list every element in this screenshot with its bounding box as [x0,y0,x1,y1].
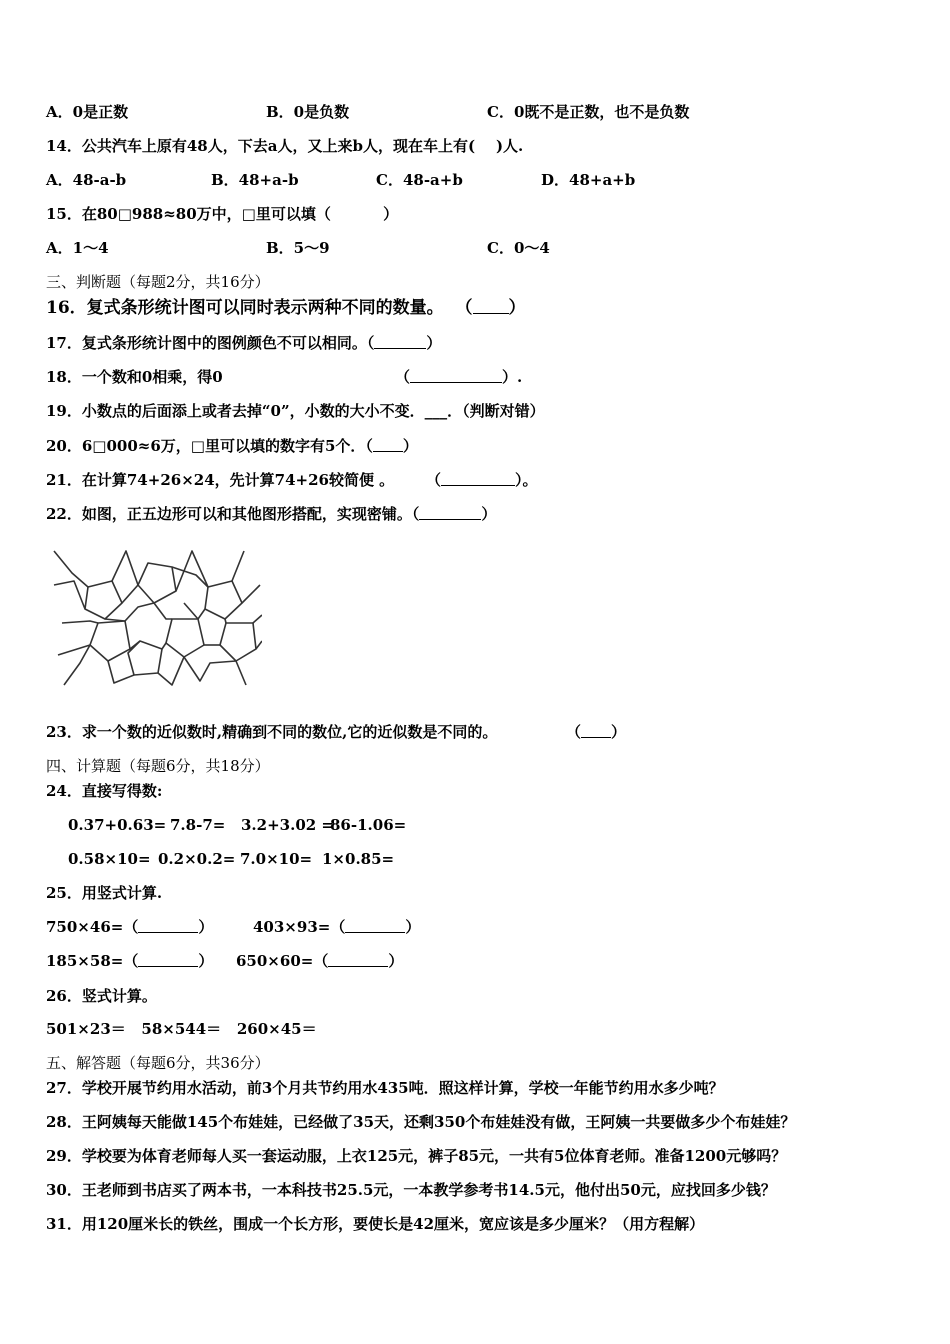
q15-option-a: A．1～4 [46,239,109,257]
q23-open: （ [566,723,582,741]
q14-option-c: C．48-a+b [376,171,463,189]
q13-option-a: A．0是正数 [46,103,129,121]
q24-item: 86-1.06= [330,816,407,834]
q20-line [46,436,418,456]
q31-text: 31．用120厘米长的铁丝，围成一个长方形，要使长是42厘米，宽应该是多少厘米？（用方程解） [46,1215,705,1233]
q24-item: 7.0×10= [240,850,313,868]
q23-answer-blank[interactable] [581,723,611,738]
q25-item-4 [236,951,403,971]
q25-close: ） [388,952,404,970]
q16-line [46,297,526,319]
q25-expr: 185×58=（ [46,952,139,970]
q18-close: ）. [502,368,523,386]
q22-text: 22．如图，正五边形可以和其他图形搭配，实现密铺。（ [46,505,420,523]
q17-answer-blank[interactable] [374,334,426,349]
q25-answer-blank[interactable] [138,918,198,933]
q16-answer-blank[interactable] [473,299,509,314]
q23-blank-wrap [566,722,626,742]
q22-answer-blank[interactable] [419,505,481,520]
q16-text: 16．复式条形统计图可以同时表示两种不同的数量。 [46,298,444,318]
q15-option-b: B．5～9 [266,239,330,257]
q24-item: 3.2+3.02 = [241,816,334,834]
q25-answer-blank[interactable] [345,918,405,933]
q25-item-2 [253,917,420,937]
q18-answer-blank[interactable] [410,368,502,383]
q16-close: ） [508,298,526,318]
q25-close: ） [198,952,214,970]
section-4-heading: 四、计算题（每题6分，共18分） [46,757,270,775]
q21-open: （ [426,471,442,489]
q21-blank-wrap [426,470,538,490]
q13-option-c: C．0既不是正数，也不是负数 [487,103,690,121]
q22-close: ） [481,505,497,523]
q18-text: 18．一个数和0相乘，得0 [46,368,223,386]
q23-text: 23．求一个数的近似数时,精确到不同的数位,它的近似数是不同的。 [46,723,498,741]
q21-text: 21．在计算74+26×24，先计算74+26较简便 。 [46,471,395,489]
q25-expr: 403×93=（ [253,918,346,936]
q25-text: 25．用竖式计算. [46,884,163,902]
q15-text: 15．在80□988≈80万中，□里可以填（ ） [46,205,399,223]
q18-blank-wrap [395,367,522,387]
q24-item: 0.37+0.63= [68,816,167,834]
q24-item: 0.58×10= [68,850,151,868]
q30-text: 30．王老师到书店买了两本书，一本科技书25.5元，一本教学参考书14.5元，他付出50元，应找回多少钱？ [46,1181,776,1199]
q27-text: 27．学校开展节约用水活动，前3个月共节约用水435吨．照这样计算，学校一年能节约用水多少吨？ [46,1079,724,1097]
q25-answer-blank[interactable] [138,952,198,967]
q21-answer-blank[interactable] [441,471,515,486]
q24-text: 24．直接写得数: [46,782,163,800]
q25-expr: 750×46=（ [46,918,139,936]
q17-text: 17．复式条形统计图中的图例颜色不可以相同。（ [46,334,375,352]
q14-text: 14．公共汽车上原有48人，下去a人，又上来b人，现在车上有( )人. [46,137,524,155]
q23-close: ） [611,723,627,741]
q21-close: ）。 [515,471,538,489]
q15-option-c: C．0～4 [487,239,550,257]
q17-line [46,333,441,353]
q20-answer-blank[interactable] [373,437,403,452]
q26-items: 501×23＝ 58×544＝ 260×45＝ [46,1020,317,1038]
q13-option-b: B．0是负数 [266,103,350,121]
q25-answer-blank[interactable] [328,952,388,967]
q28-text: 28．王阿姨每天能做145个布娃娃，已经做了35天，还剩350个布娃娃没有做，王阿姨一共要做多少个布娃娃？ [46,1113,796,1131]
section-5-heading: 五、解答题（每题6分，共36分） [46,1054,270,1072]
q20-text: 20．6□000≈6万，□里可以填的数字有5个．（ [46,437,373,455]
q24-item: 7.8-7= [170,816,226,834]
q25-close: ） [198,918,214,936]
q18-open: （ [395,368,411,386]
q26-text: 26．竖式计算。 [46,987,157,1005]
q25-expr: 650×60=（ [236,952,329,970]
q17-close: ） [426,334,442,352]
section-3-heading: 三、判断题（每题2分，共16分） [46,273,270,291]
q19-text: 19．小数点的后面添上或者去掉“0”，小数的大小不变．___．（判断对错） [46,402,545,420]
q24-item: 1×0.85= [322,850,395,868]
q22-line [46,504,496,524]
q14-option-b: B．48+a-b [211,171,299,189]
q14-option-a: A．48-a-b [46,171,127,189]
q16-open: （ [455,298,473,318]
q24-item: 0.2×0.2= [158,850,236,868]
q25-item-3 [46,951,213,971]
q20-close: ） [402,437,418,455]
q25-item-1 [46,917,213,937]
q25-close: ） [405,918,421,936]
q29-text: 29．学校要为体育老师每人买一套运动服，上衣125元，裤子85元，一共有5位体育老师。准备1200元够吗？ [46,1147,787,1165]
pentagon-tessellation-figure [50,545,262,690]
q14-option-d: D．48+a+b [541,171,636,189]
